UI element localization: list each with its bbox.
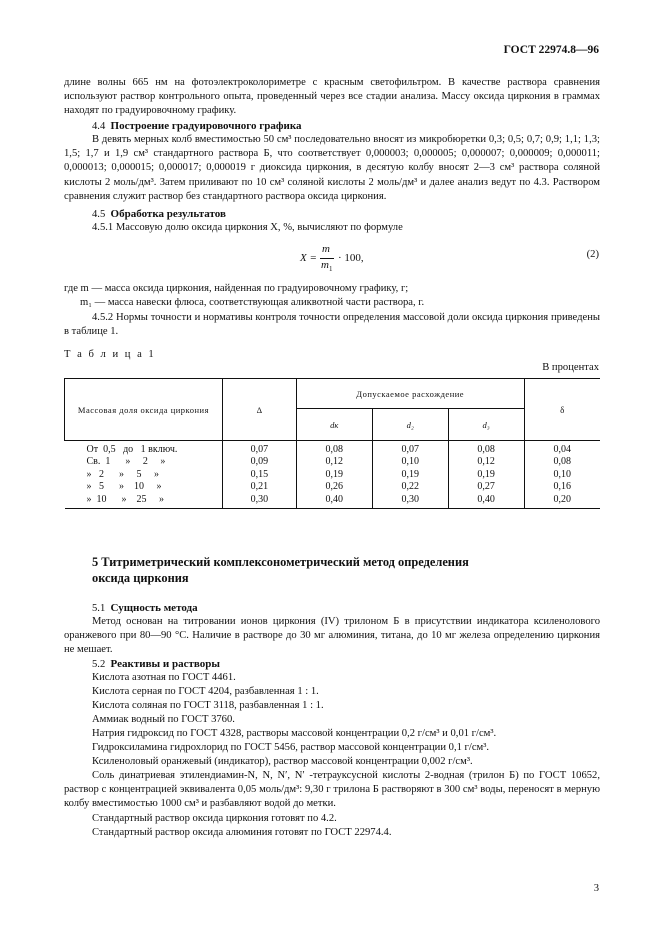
heading-5-2 (92, 657, 628, 672)
header-d2: d₂ (372, 409, 448, 441)
table-cell-range: » 10 » 25 » (65, 494, 223, 509)
formula-lhs: X = (300, 252, 317, 264)
header-dk: dк (296, 409, 372, 441)
data-table (64, 378, 600, 509)
header-sigma: δ (524, 379, 600, 441)
table-cell-delta: 0,30 (222, 494, 296, 509)
heading-number: 4.5 (92, 209, 106, 220)
table-row (65, 441, 601, 457)
table-row (65, 494, 601, 509)
table-cell-d3: 0,12 (448, 456, 524, 468)
table-row (65, 456, 601, 468)
table-cell-sigma: 0,10 (524, 469, 600, 481)
table-cell-delta: 0,21 (222, 481, 296, 493)
table-cell-delta: 0,15 (222, 469, 296, 481)
table-cell-range: Св. 1 » 2 » (86, 456, 166, 468)
heading-title: Обработка результатов (110, 208, 226, 220)
formula-rhs: · 100, (338, 252, 364, 264)
paragraph-5-1: Метод основан на титровании ионов циркония (IV) трилоном Б в присутствии индикатора ксиленолового оранжевого при 80—90 °С. Наличие в растворе до 30 мг алюминия, титана, до 10 мг железа определению циркония не мешает. (64, 616, 600, 656)
heading-title: Построение градуировочного графика (110, 120, 302, 132)
table-cell-delta: 0,09 (222, 456, 296, 468)
table-cell-sigma: 0,08 (524, 456, 600, 468)
heading-title: Сущность метода (110, 602, 198, 614)
heading-5-1 (92, 601, 628, 616)
reagent-5: Натрия гидроксид по ГОСТ 4328, растворы массовой концентрации 0,2 г/см³ и 0,01 г/см³. (92, 728, 497, 739)
paragraph-p3: 4.5.1 Массовую долю оксида циркония X, %, вычисляют по формуле (92, 222, 403, 233)
heading-number: 5.1 (92, 603, 106, 614)
table-cell-d2: 0,10 (372, 456, 448, 468)
header-allowed: Допускаемое расхождение (296, 379, 524, 409)
reagent-7: Ксиленоловый оранжевый (индикатор), раствор массовой концентрации 0,002 г/см³. (92, 756, 473, 767)
table-row (65, 469, 601, 481)
table-caption: Т а б л и ц а 1 (64, 349, 156, 360)
table-cell-d2: 0,07 (372, 441, 448, 457)
table-cell-sigma: 0,04 (524, 441, 600, 457)
table-cell-dk: 0,12 (296, 456, 372, 468)
table-cell-d3: 0,08 (448, 441, 524, 457)
reagent-6: Гидроксиламина гидрохлорид по ГОСТ 5456, раствор массовой концентрации 0,1 г/см³. (92, 742, 490, 753)
heading-number: 5.2 (92, 659, 106, 670)
heading-number: 4.4 (92, 121, 106, 132)
paragraph-p2: В девять мерных колб вместимостью 50 см³ последовательно вносят из микробюретки 0,3; 0,5; 0,7; 0,9; 1,1; 1,3; 1,5; 1,7 и 1,9 см³ стандартного раствора Б, что соответствует 0,000003; 0,000005; 0,000007; 0,000009; 0,000011; 0,000013; 0,000015; 0,000017; 0,000019 г диоксида циркония, в десятую колбу вносят 2—3 см³ раствора соляной кислоты 2 моль/дм³. Затем приливают по 10 см³ соляной кислоты 2 моль/дм³ и далее анализ ведут по 4.3. Раствором сравнения служит раствор без стандартного раствора оксида циркония. (64, 134, 600, 202)
table-cell-sigma: 0,16 (524, 481, 600, 493)
table-cell-sigma: 0,20 (524, 494, 600, 509)
paragraph-p4: где m — масса оксида циркония, найденная по градуировочному графику, г; (64, 283, 409, 294)
table-cell-range: » 5 » 10 » (86, 481, 162, 493)
table-cell-d3: 0,27 (448, 481, 524, 493)
table-cell-dk: 0,26 (296, 481, 372, 493)
table-cell-delta: 0,07 (222, 441, 296, 457)
formula-denominator: $m_1$ (321, 259, 333, 274)
reagent-4: Аммиак водный по ГОСТ 3760. (92, 714, 235, 725)
doc-header-id: ГОСТ 22974.8—96 (503, 44, 599, 56)
reagent-1: Кислота азотная по ГОСТ 4461. (92, 672, 236, 683)
paragraph-p1: длине волны 665 нм на фотоэлектроколориметре с красным светофильтром. В качестве раствора сравнения используют раствор контрольного опыта, проведенный через все стадии анализа. Массу оксида циркония в граммах находят по градуировочному графику. (64, 77, 600, 117)
table-unit: В процентах (542, 362, 599, 373)
heading-title: Реактивы и растворы (110, 658, 220, 670)
header-d3: d₃ (448, 409, 524, 441)
table-cell-d2: 0,30 (372, 494, 448, 509)
table-cell-range: От 0,5 до 1 включ. (86, 444, 178, 455)
reagent-9: Стандартный раствор оксида циркония готовят по 4.2. (92, 813, 337, 824)
paragraph-p5: m₁ — масса навески флюса, соответствующая аликвотной части раствора, г. (80, 297, 425, 308)
table-cell-d2: 0,19 (372, 469, 448, 481)
section-title-line2: оксида циркония (92, 571, 189, 585)
table-body (65, 441, 601, 509)
header-mass: Массовая доля оксида циркония (65, 379, 223, 441)
section-title-line1: 5 Титриметрический комплексонометрический метод определения (92, 555, 469, 569)
header-delta: Δ (222, 379, 296, 441)
reagent-2: Кислота серная по ГОСТ 4204, разбавленная 1 : 1. (92, 686, 319, 697)
table-cell-d2: 0,22 (372, 481, 448, 493)
paragraph-p6: 4.5.2 Нормы точности и нормативы контроля точности определения массовой доли оксида циркония приведены в таблице 1. (64, 312, 600, 338)
reagent-8: Соль динатриевая этилендиамин-N, N, N′, N′ -тетрауксусной кислоты 2-водная (трилон Б) по ГОСТ 10652, раствор с концентрацией эквивалента 0,05 моль/дм³: 9,30 г трилона Б растворяют в 300 см³ воды, переносят в мерную колбу вместимостью 1000 см³ и разбавляют водой до метки. (64, 770, 600, 810)
reagent-3: Кислота соляная по ГОСТ 3118, разбавленная 1 : 1. (92, 700, 324, 711)
table-cell-dk: 0,08 (296, 441, 372, 457)
heading-4-4 (92, 119, 628, 134)
table-cell-d3: 0,40 (448, 494, 524, 509)
reagent-10: Стандартный раствор оксида алюминия готовят по ГОСТ 22974.4. (92, 827, 392, 838)
table-cell-dk: 0,19 (296, 469, 372, 481)
heading-4-5 (92, 207, 628, 222)
table-cell-dk: 0,40 (296, 494, 372, 509)
table-row (65, 481, 601, 493)
section-5-title (92, 554, 592, 586)
table-cell-d3: 0,19 (448, 469, 524, 481)
formula-numerator: m (322, 243, 330, 255)
table-cell-range: » 2 » 5 » (86, 468, 159, 480)
formula-number: (2) (586, 249, 599, 260)
page-number: 3 (593, 883, 599, 894)
